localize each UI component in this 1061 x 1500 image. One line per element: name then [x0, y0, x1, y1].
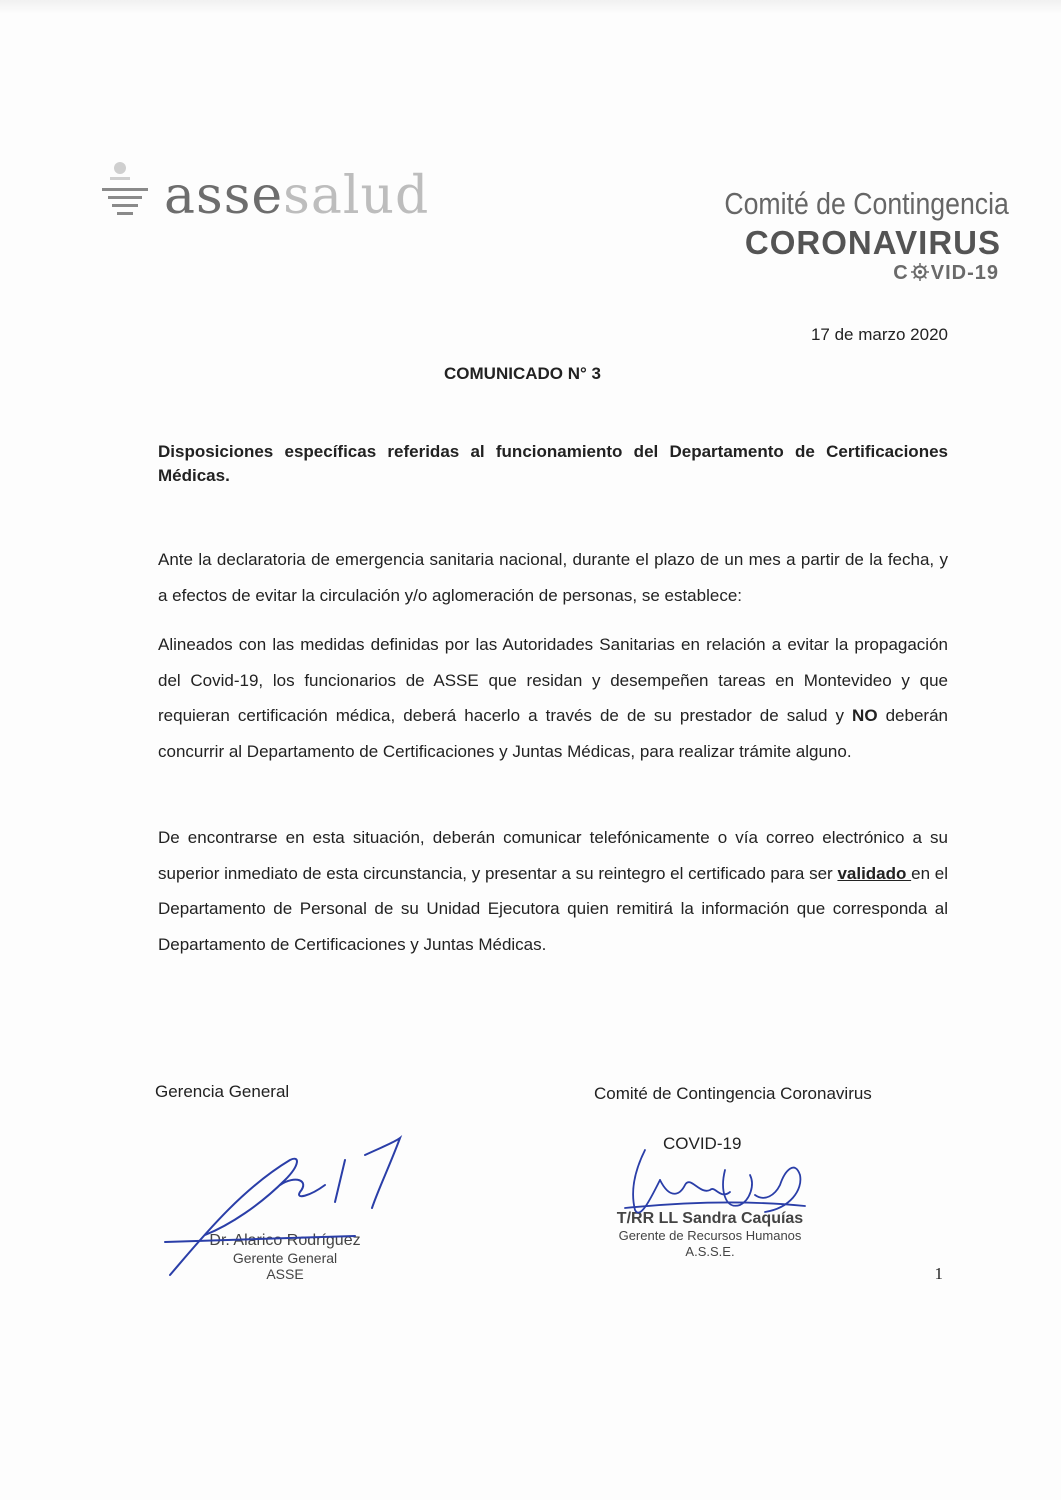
left-signature-title: Gerencia General — [155, 1082, 290, 1101]
paragraph-2 — [158, 627, 948, 769]
covid-label-c: C — [893, 262, 909, 284]
covid-label — [678, 262, 999, 285]
right-signer-name: T/RR LL Sandra Caquías — [616, 1210, 804, 1227]
covid-label-rest: VID-19 — [930, 262, 999, 284]
document-subject: Disposiciones específicas referidas al funcionamiento del Departamento de Certificaciones Médicas. — [158, 442, 948, 485]
paragraph-3-underlined: validado — [837, 863, 912, 883]
paragraph-2-part-a: Alineados con las medidas definidas por las Autoridades Sanitarias en relación a evitar la propagación del Covid-19, los funcionarios de ASSE que residan y desempeñen tareas en Montevideo y que requieran certificación médica, deberá hacerlo a través de de su prestador de salud y — [158, 635, 948, 725]
page-number: 1 — [934, 1264, 943, 1283]
paragraph-3-part-a: De encontrarse en esta situación, deberán comunicar telefónicamente o vía correo electrónico a su superior inmediato de esta circunstancia, y presentar a su reintegro el certificado para ser — [158, 828, 948, 883]
paragraph-3 — [158, 820, 948, 962]
paragraph-2-bold: NO — [852, 706, 878, 725]
paragraph-3-part-b: en el Departamento de Personal de su Unidad Ejecutora quien remitirá la información que corresponda al Departamento de Certificaciones y Juntas Médicas. — [158, 863, 949, 954]
left-signer-org: ASSE — [266, 1266, 304, 1282]
committee-title: Comité de Contingencia — [724, 186, 1009, 221]
left-signer-role: Gerente General — [232, 1250, 338, 1266]
logo-text-asse: asse — [164, 166, 284, 226]
heading-text: COMUNICADO N° 3 — [444, 364, 601, 383]
paragraph-2-part-b: deberán concurrir al Departamento de Certificaciones y Juntas Médicas, para realizar trámite alguno. — [158, 706, 948, 761]
scan-edge — [0, 0, 1061, 14]
document-date: 17 de marzo 2020 — [810, 325, 948, 344]
paragraph-1: Ante la declaratoria de emergencia sanitaria nacional, durante el plazo de un mes a partir de la fecha, y a efectos de evitar la circulación y/o aglomeración de personas, se establece: — [158, 550, 948, 605]
right-signature-title-2: COVID-19 — [663, 1134, 742, 1153]
left-signer-name: Dr. Alarico Rodríguez — [209, 1232, 361, 1249]
asse-logo — [100, 158, 430, 228]
right-signer-org: A.S.S.E. — [685, 1244, 735, 1259]
left-handwritten-signature-icon — [160, 1130, 420, 1280]
logo-text-salud: salud — [283, 166, 430, 226]
virus-icon — [910, 262, 930, 282]
document-heading — [44, 364, 1061, 384]
right-handwritten-signature-icon — [615, 1140, 815, 1230]
coronavirus-title: CORONAVIRUS — [744, 224, 1001, 261]
right-signature-title: Comité de Contingencia Coronavirus — [594, 1084, 872, 1103]
committee-header — [678, 186, 1009, 285]
asse-logo-mark-icon — [100, 158, 162, 228]
logo-wordmark — [164, 166, 429, 226]
right-signer-role: Gerente de Recursos Humanos — [618, 1228, 802, 1243]
